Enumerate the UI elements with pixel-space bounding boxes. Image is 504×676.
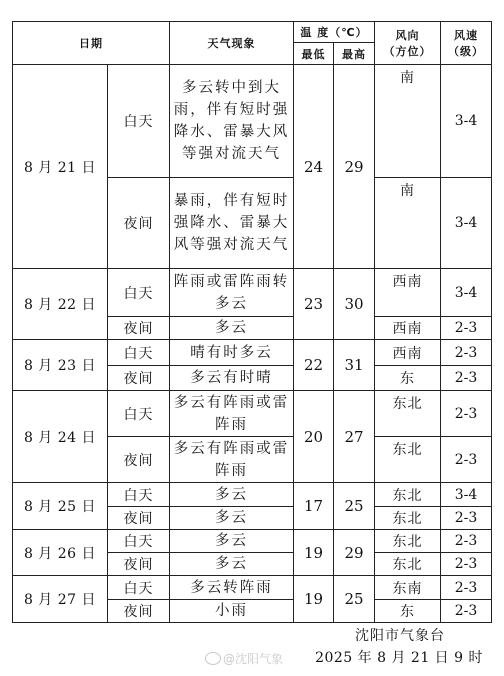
wind-direction-cell: 东北 <box>375 437 441 483</box>
wind-direction-cell: 西南 <box>375 269 441 317</box>
wind-direction-cell: 南 <box>375 65 441 178</box>
temp-max-cell: 29 <box>334 65 375 269</box>
date-cell: 8 月 25 日 <box>13 483 108 530</box>
header-wind-direction-label: 风向 <box>395 29 420 42</box>
wind-speed-cell: 2-3 <box>441 437 492 483</box>
wind-direction-cell: 西南 <box>375 317 441 340</box>
period-night: 夜间 <box>108 437 170 483</box>
wind-speed-cell: 2-3 <box>441 553 492 576</box>
phenomenon-cell: 多云 <box>170 553 294 576</box>
header-date: 日期 <box>13 22 170 65</box>
phenomenon-cell: 暴雨，伴有短时强降水、雷暴大风等强对流天气 <box>170 178 294 269</box>
wind-speed-cell: 3-4 <box>441 178 492 269</box>
date-cell: 8 月 24 日 <box>13 391 108 483</box>
period-day: 白天 <box>108 391 170 437</box>
period-day: 白天 <box>108 576 170 600</box>
temp-max-cell: 31 <box>334 340 375 391</box>
table-row <box>13 530 492 553</box>
table-row <box>13 340 492 366</box>
header-wind-speed-unit: （级） <box>448 45 484 58</box>
period-day: 白天 <box>108 65 170 178</box>
phenomenon-cell: 多云有时晴 <box>170 366 294 391</box>
wind-speed-cell: 2-3 <box>441 530 492 553</box>
header-wind-direction <box>375 22 441 65</box>
watermark-text: @沈阳气象 <box>223 652 284 666</box>
temp-max-cell: 30 <box>334 269 375 340</box>
date-cell: 8 月 21 日 <box>13 65 108 269</box>
header-wind-speed-label: 风速 <box>454 29 478 42</box>
phenomenon-cell: 多云有阵雨或雷阵雨 <box>170 391 294 437</box>
wind-speed-cell: 2-3 <box>441 317 492 340</box>
table-row <box>13 483 492 507</box>
temp-min-cell: 23 <box>294 269 334 340</box>
period-day: 白天 <box>108 530 170 553</box>
wind-direction-cell: 南 <box>375 178 441 269</box>
phenomenon-cell: 多云 <box>170 530 294 553</box>
header-phenomenon: 天气现象 <box>170 22 294 65</box>
date-cell: 8 月 26 日 <box>13 530 108 576</box>
wind-speed-cell: 2-3 <box>441 391 492 437</box>
period-day: 白天 <box>108 483 170 507</box>
period-night: 夜间 <box>108 553 170 576</box>
weather-forecast-table <box>12 21 492 623</box>
temp-min-cell: 17 <box>294 483 334 530</box>
temp-max-cell: 25 <box>334 576 375 623</box>
date-cell: 8 月 22 日 <box>13 269 108 340</box>
temp-min-cell: 22 <box>294 340 334 391</box>
phenomenon-cell: 多云转中到大雨，伴有短时强降水、雷暴大风等强对流天气 <box>170 65 294 178</box>
wind-speed-cell: 3-4 <box>441 483 492 507</box>
table-row <box>13 576 492 600</box>
phenomenon-cell: 多云转阵雨 <box>170 576 294 600</box>
header-temp-min: 最低 <box>294 43 334 65</box>
table-row <box>13 65 492 178</box>
wind-speed-cell: 3-4 <box>441 269 492 317</box>
wind-direction-cell: 东北 <box>375 483 441 507</box>
wind-speed-cell: 3-4 <box>441 65 492 178</box>
temp-min-cell: 19 <box>294 530 334 576</box>
phenomenon-cell: 晴有时多云 <box>170 340 294 366</box>
period-night: 夜间 <box>108 600 170 623</box>
header-temperature: 温 度（℃） <box>294 22 375 43</box>
wind-speed-cell: 2-3 <box>441 576 492 600</box>
period-night: 夜间 <box>108 366 170 391</box>
wind-direction-cell: 东北 <box>375 530 441 553</box>
table-row <box>13 391 492 437</box>
wind-direction-cell: 东北 <box>375 507 441 530</box>
temp-max-cell: 25 <box>334 483 375 530</box>
date-cell: 8 月 23 日 <box>13 340 108 391</box>
phenomenon-cell: 小雨 <box>170 600 294 623</box>
wind-direction-cell: 东北 <box>375 553 441 576</box>
temp-min-cell: 20 <box>294 391 334 483</box>
phenomenon-cell: 多云 <box>170 483 294 507</box>
wind-direction-cell: 西南 <box>375 340 441 366</box>
issuing-organization: 沈阳市气象台 <box>355 628 445 644</box>
wind-speed-cell: 2-3 <box>441 366 492 391</box>
header-wind-speed <box>441 22 492 65</box>
phenomenon-cell: 多云有阵雨或雷阵雨 <box>170 437 294 483</box>
wind-speed-cell: 2-3 <box>441 340 492 366</box>
temp-max-cell: 27 <box>334 391 375 483</box>
wind-direction-cell: 东北 <box>375 391 441 437</box>
wind-speed-cell: 2-3 <box>441 507 492 530</box>
period-night: 夜间 <box>108 317 170 340</box>
phenomenon-cell: 阵雨或雷阵雨转多云 <box>170 269 294 317</box>
period-night: 夜间 <box>108 178 170 269</box>
wind-direction-cell: 东 <box>375 366 441 391</box>
header-wind-direction-unit: （方位） <box>383 45 432 58</box>
phenomenon-cell: 多云 <box>170 507 294 530</box>
phenomenon-cell: 多云 <box>170 317 294 340</box>
period-day: 白天 <box>108 269 170 317</box>
date-cell: 8 月 27 日 <box>13 576 108 623</box>
wind-direction-cell: 东南 <box>375 576 441 600</box>
wind-speed-cell: 2-3 <box>441 600 492 623</box>
wind-direction-cell: 东 <box>375 600 441 623</box>
table-row <box>13 269 492 317</box>
temp-min-cell: 24 <box>294 65 334 269</box>
period-night: 夜间 <box>108 507 170 530</box>
period-day: 白天 <box>108 340 170 366</box>
temp-max-cell: 29 <box>334 530 375 576</box>
watermark <box>205 650 283 667</box>
issue-time: 2025 年 8 月 21 日 9 时 <box>315 650 483 666</box>
header-temp-max: 最高 <box>334 43 375 65</box>
temp-min-cell: 19 <box>294 576 334 623</box>
weibo-icon <box>205 652 221 665</box>
